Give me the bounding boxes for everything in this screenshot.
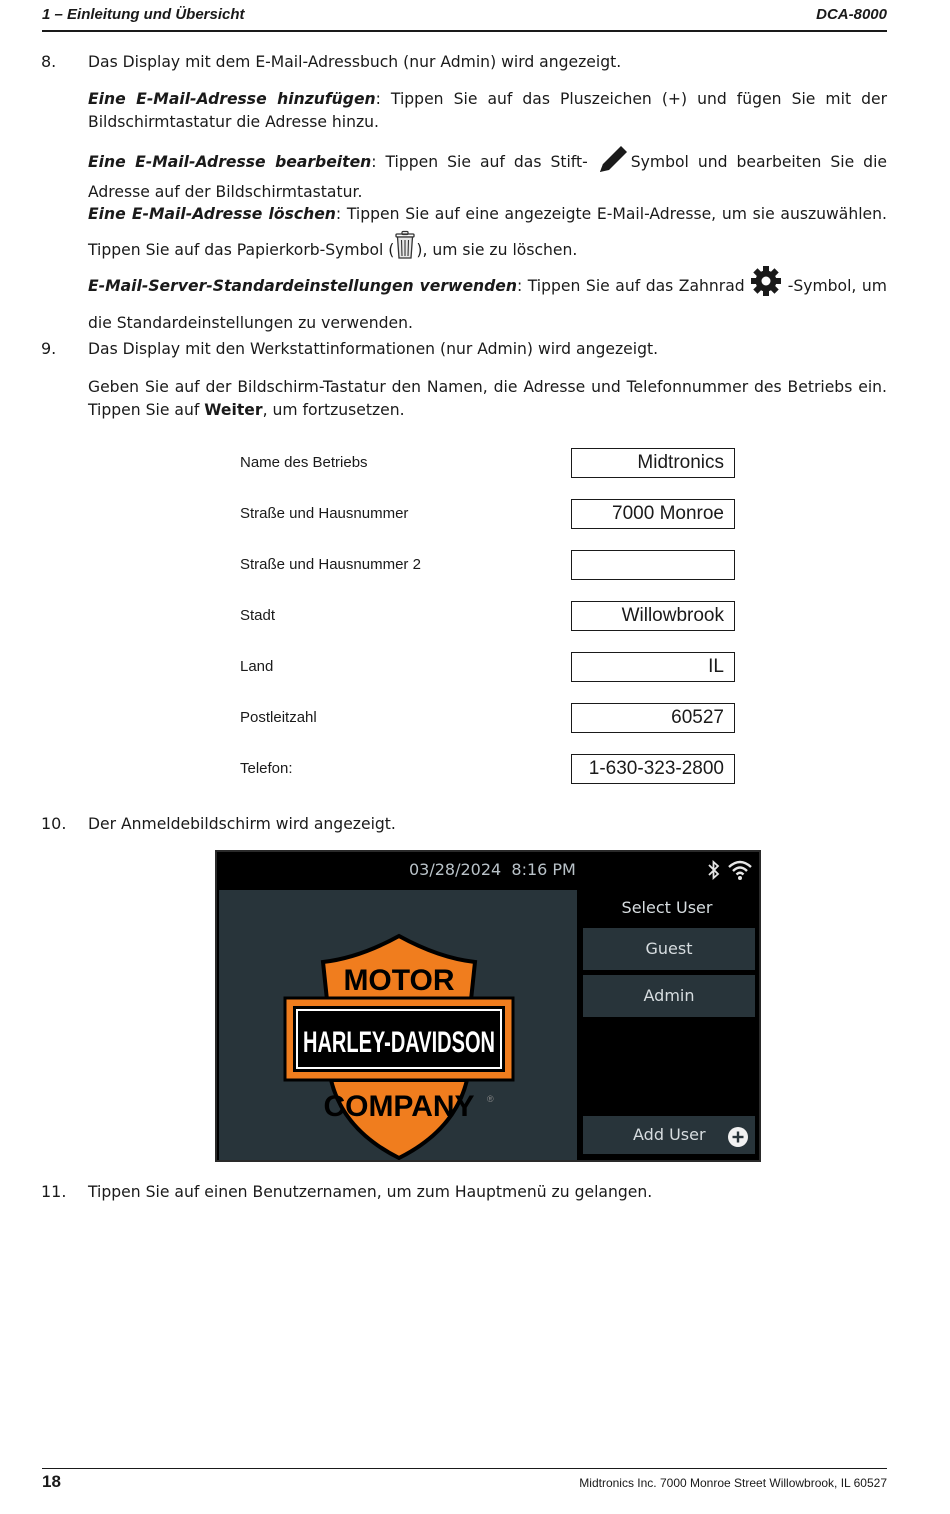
- harley-davidson-logo: [219, 890, 577, 1160]
- pencil-icon: [597, 144, 631, 181]
- step-11-number: 11.: [41, 1182, 67, 1201]
- user-select-panel: [579, 888, 757, 1160]
- weiter-keyword: Weiter: [204, 401, 263, 419]
- step-10-text: Der Anmeldebildschirm wird angezeigt.: [88, 815, 396, 833]
- user-button-guest[interactable]: Guest: [583, 928, 755, 970]
- field-city-input[interactable]: Willowbrook: [571, 601, 735, 631]
- chapter-title: 1 – Einleitung und Übersicht: [42, 6, 245, 23]
- field-label-street2: Straße und Hausnummer 2: [240, 556, 421, 573]
- email-server-paragraph: [88, 265, 887, 339]
- logo-middle-text: HARLEY-DAVIDSON: [303, 1026, 495, 1059]
- email-delete-paragraph: [88, 199, 887, 271]
- page-header: [42, 4, 887, 32]
- step-9-instr-b: , um fortzusetzen.: [262, 401, 405, 419]
- model-name: DCA-8000: [816, 6, 887, 23]
- email-edit-text-a: : Tippen Sie auf das Stift-: [371, 153, 588, 171]
- field-name-input[interactable]: Midtronics: [571, 448, 735, 478]
- step-8-text: Das Display mit dem E-Mail-Adressbuch (nur Admin) wird angezeigt.: [88, 53, 622, 71]
- logo-bottom-text: COMPANY: [323, 1090, 475, 1123]
- email-delete-text-b: ), um sie zu löschen.: [416, 241, 578, 259]
- field-street-input[interactable]: 7000 Monroe: [571, 499, 735, 529]
- step-10-number: 10.: [41, 814, 67, 833]
- step-9-text: Das Display mit den Werkstattinformationen (nur Admin) wird angezeigt.: [88, 340, 659, 358]
- logo-panel: [219, 890, 577, 1160]
- status-bar: [217, 852, 759, 888]
- email-add-text: : Tippen Sie auf das Pluszeichen (+) und fügen Sie mit der Bildschirmtastatur die Adresse hinzu.: [88, 90, 888, 131]
- user-button-admin[interactable]: Admin: [583, 975, 755, 1017]
- field-label-zip: Postleitzahl: [240, 709, 317, 726]
- email-server-text-b: -Symbol, um die Standardeinstellungen zu verwenden.: [88, 277, 887, 332]
- add-user-label: Add User: [633, 1125, 706, 1144]
- email-delete-text-a: : Tippen Sie auf eine angezeigte E-Mail-Adresse, um sie auszuwählen. Tippen Sie auf das Papierkorb-Symbol (: [88, 205, 887, 259]
- email-server-label: E-Mail-Server-Standardeinstellungen verwenden: [88, 277, 517, 295]
- field-label-city: Stadt: [240, 607, 276, 624]
- footer-divider: [42, 1468, 887, 1469]
- bluetooth-icon: [707, 860, 721, 884]
- logo-registered-mark: ®: [487, 1094, 494, 1104]
- field-state-input[interactable]: IL: [571, 652, 735, 682]
- plus-circle-icon: [727, 1124, 749, 1162]
- gear-icon: [750, 265, 782, 308]
- field-label-state: Land: [240, 658, 274, 675]
- step-11-text: Tippen Sie auf einen Benutzernamen, um zum Hauptmenü zu gelangen.: [88, 1183, 653, 1201]
- footer-address: Midtronics Inc. 7000 Monroe Street Willowbrook, IL 60527: [579, 1476, 887, 1490]
- field-label-phone: Telefon:: [240, 760, 293, 777]
- add-user-button[interactable]: [583, 1116, 755, 1154]
- field-zip-input[interactable]: 60527: [571, 703, 735, 733]
- step-8-number: 8.: [41, 52, 57, 71]
- email-delete-label: Eine E-Mail-Adresse löschen: [88, 205, 336, 223]
- step-9-instr-a: Geben Sie auf der Bildschirm-Tastatur den Namen, die Adresse und Telefonnummer des Betriebs ein. Tippen Sie auf: [88, 378, 887, 419]
- field-label-name: Name des Betriebs: [240, 454, 368, 471]
- field-label-street: Straße und Hausnummer: [240, 505, 409, 522]
- email-edit-label: Eine E-Mail-Adresse bearbeiten: [88, 153, 372, 171]
- field-street2-input[interactable]: [571, 550, 735, 580]
- email-edit-text-b: Symbol und bearbeiten Sie die Adresse auf der Bildschirmtastatur.: [88, 153, 887, 201]
- email-add-paragraph: [88, 88, 887, 134]
- device-login-screen: [215, 850, 761, 1162]
- email-server-text-a: : Tippen Sie auf das Zahnrad: [516, 277, 751, 295]
- step-9-number: 9.: [41, 339, 57, 358]
- email-edit-paragraph: [88, 144, 887, 204]
- datetime: 03/28/2024 8:16 PM: [409, 860, 576, 879]
- select-user-title: Select User: [621, 898, 713, 917]
- step-9-instructions: [88, 376, 887, 422]
- field-phone-input[interactable]: 1-630-323-2800: [571, 754, 735, 784]
- wifi-icon: [727, 859, 753, 885]
- page-number: 18: [42, 1472, 61, 1491]
- email-add-label: Eine E-Mail-Adresse hinzufügen: [88, 90, 376, 108]
- logo-top-text: MOTOR: [343, 964, 455, 997]
